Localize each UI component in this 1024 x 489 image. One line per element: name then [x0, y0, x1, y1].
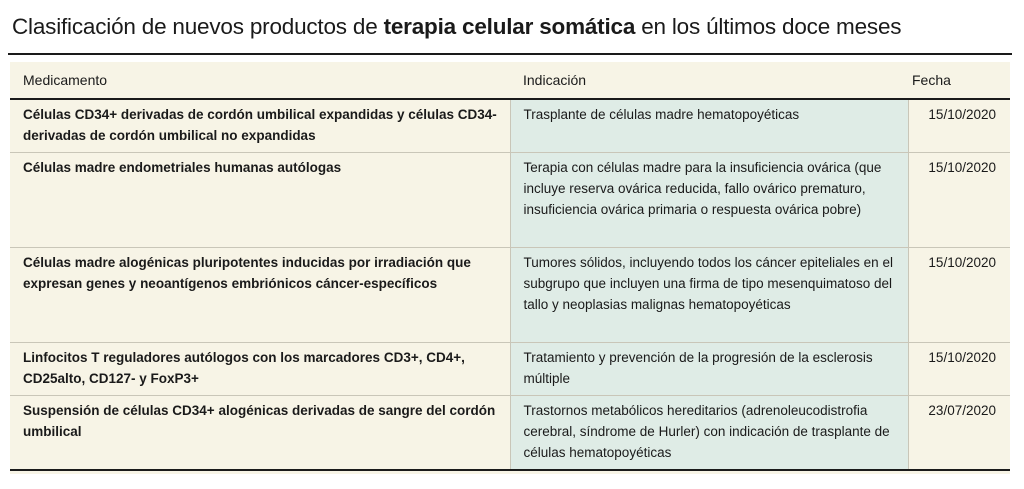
date-cell: 15/10/2020	[908, 99, 1010, 153]
table-header-row	[10, 62, 1010, 99]
indication-cell: Trasplante de células madre hematopoyéticas	[510, 99, 908, 153]
date-cell: 15/10/2020	[908, 343, 1010, 396]
date-cell: 15/10/2020	[908, 248, 1010, 343]
medication-cell: Células madre alogénicas pluripotentes inducidas por irradiación que expresan genes y neoantígenos embriónicos cáncer-específicos	[10, 248, 510, 343]
medication-cell: Suspensión de células CD34+ alogénicas derivadas de sangre del cordón umbilical	[10, 396, 510, 471]
page-title	[12, 14, 901, 40]
medication-cell: Células madre endometriales humanas autólogas	[10, 153, 510, 248]
header-medication: Medicamento	[10, 62, 510, 99]
medication-cell: Células CD34+ derivadas de cordón umbilical expandidas y células CD34- derivadas de cordón umbilical no expandidas	[10, 99, 510, 153]
header-date: Fecha	[908, 62, 1010, 99]
title-suffix: en los últimos doce meses	[635, 14, 902, 39]
medication-cell: Linfocitos T reguladores autólogos con los marcadores CD3+, CD4+, CD25alto, CD127- y FoxP3+	[10, 343, 510, 396]
title-bold: terapia celular somática	[383, 14, 636, 39]
table-row	[10, 99, 1010, 153]
indication-cell: Terapia con células madre para la insuficiencia ovárica (que incluye reserva ovárica reducida, fallo ovárico prematuro, insuficiencia ovárica primaria o respuesta ovárica pobre)	[510, 153, 908, 248]
title-divider	[8, 53, 1012, 55]
table-row	[10, 248, 1010, 343]
indication-cell: Tratamiento y prevención de la progresión de la esclerosis múltiple	[510, 343, 908, 396]
table-row	[10, 396, 1010, 471]
title-prefix: Clasificación de nuevos productos de	[12, 14, 384, 39]
date-cell: 15/10/2020	[908, 153, 1010, 248]
products-table	[10, 62, 1010, 471]
table-row	[10, 153, 1010, 248]
header-indication: Indicación	[510, 62, 908, 99]
indication-cell: Trastornos metabólicos hereditarios (adrenoleucodistrofia cerebral, síndrome de Hurler) con indicación de trasplante de células hematopoyéticas	[510, 396, 908, 471]
table-row	[10, 343, 1010, 396]
indication-cell: Tumores sólidos, incluyendo todos los cáncer epiteliales en el subgrupo que incluyen una firma de tipo mesenquimatoso del tallo y neoplasias malignas hematopoyéticas	[510, 248, 908, 343]
date-cell: 23/07/2020	[908, 396, 1010, 471]
